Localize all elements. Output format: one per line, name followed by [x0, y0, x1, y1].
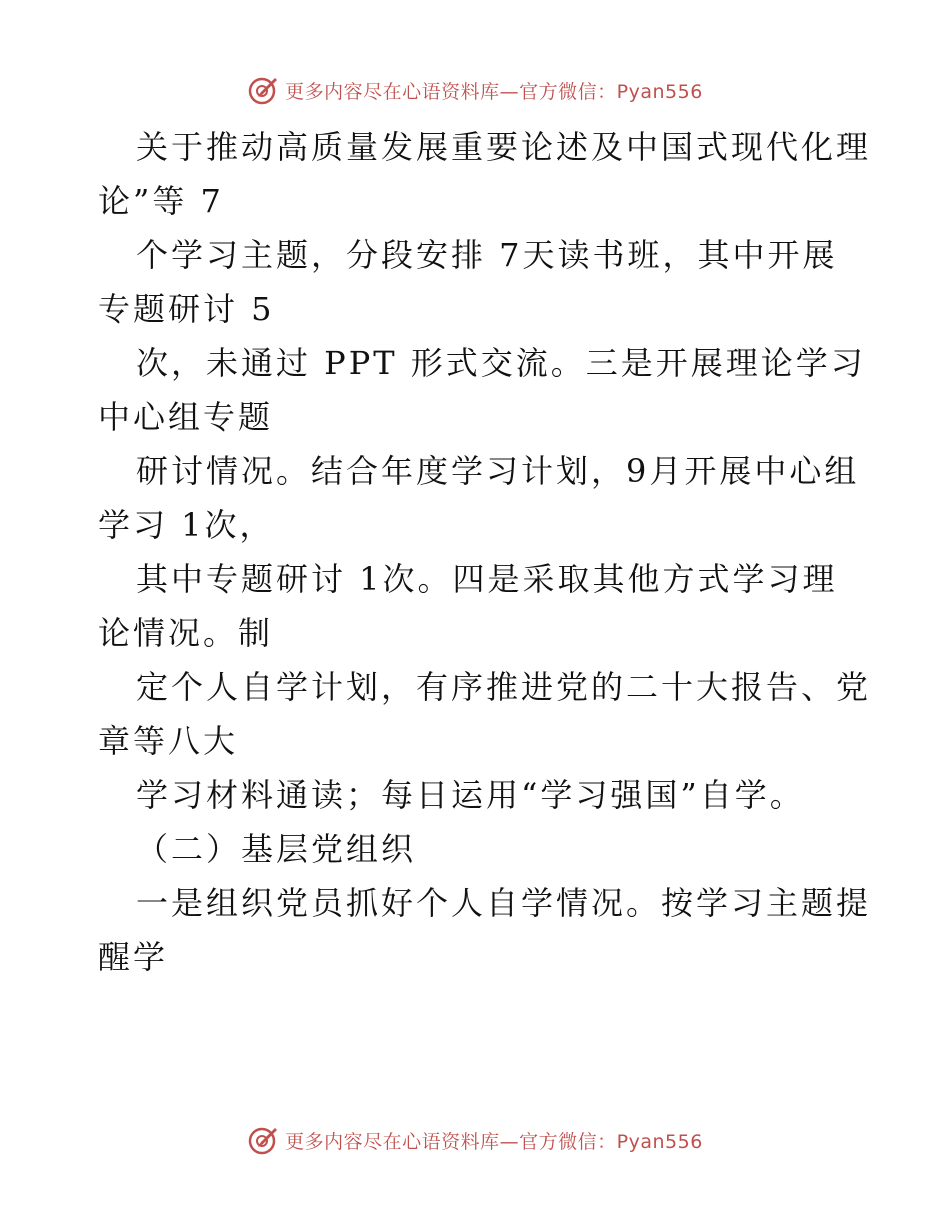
text-line: 个学习主题，分段安排 7天读书班，其中开展	[136, 236, 838, 274]
text-line: 学习材料通读；每日运用“学习强国”自学。	[136, 776, 805, 814]
header-dash: —	[499, 80, 520, 103]
header-wechat-text: 官方微信：Pyan556	[519, 80, 703, 103]
pen-logo-icon	[247, 74, 279, 106]
text-line: 关于推动高质量发展重要论述及中国式现代化理	[136, 128, 872, 166]
text-line: 定个人自学计划，有序推进党的二十大报告、党	[136, 668, 872, 706]
text-line: 专题研讨 5	[98, 290, 275, 328]
text-line: 研讨情况。结合年度学习计划，9月开展中心组	[136, 452, 860, 490]
document-body	[98, 120, 872, 984]
footer-library-text: 更多内容尽在心语资料库	[285, 1130, 500, 1153]
header-library-text: 更多内容尽在心语资料库	[285, 80, 500, 103]
text-line: 一是组织党员抓好个人自学情况。按学习主题提	[136, 884, 872, 922]
footer-wechat-text: 官方微信：Pyan556	[519, 1130, 703, 1153]
pen-logo-icon	[247, 1124, 279, 1156]
text-line: 醒学	[98, 938, 169, 976]
text-line: 论情况。制	[98, 614, 274, 652]
text-line: 其中专题研讨 1次。四是采取其他方式学习理	[136, 560, 838, 598]
footer-dash: —	[499, 1130, 520, 1153]
text-line: 中心组专题	[98, 398, 274, 436]
footer-watermark	[0, 1120, 950, 1160]
text-line: 论”等 7	[98, 182, 224, 220]
text-line: 学习 1次，	[98, 506, 275, 544]
text-line: 章等八大	[98, 722, 239, 760]
header-watermark	[0, 70, 950, 110]
text-line: 次，未通过 PPT 形式交流。三是开展理论学习	[136, 344, 866, 382]
section-heading: （二）基层党组织	[136, 830, 417, 868]
